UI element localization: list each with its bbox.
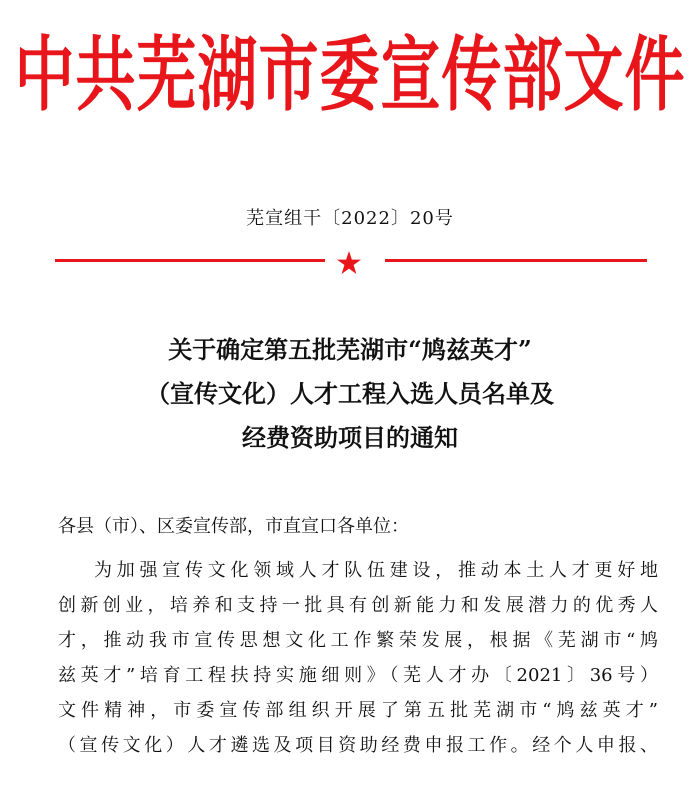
- salutation: 各县（市）、区委宣传部，市直宣口各单位：: [58, 516, 409, 537]
- body-line: 文件精神，市委宣传部组织开展了第五批芜湖市“鸠兹英才”: [58, 700, 658, 721]
- document-number: 芜宣组干〔2022〕20号: [246, 208, 454, 229]
- title-line: 关于确定第五批芜湖市“鸠兹英才”: [168, 335, 532, 364]
- body-line: 兹英才”培育工程扶持实施细则》（芜人才办〔2021〕36号）: [58, 665, 658, 686]
- red-rule-left: [55, 259, 325, 262]
- body-line: 为加强宣传文化领域人才队伍建设，推动本土人才更好地: [94, 560, 658, 581]
- document-title: [0, 328, 700, 460]
- body-line: 才，推动我市宣传思想文化工作繁荣发展，根据《芜湖市“鸠: [58, 630, 658, 651]
- body-line: （宣传文化）人才遴选及项目资助经费申报工作。经个人申报、: [58, 735, 658, 756]
- body-line: 创新创业，培养和支持一批具有创新能力和发展潜力的优秀人: [58, 595, 658, 616]
- title-line: （宣传文化）人才工程入选人员名单及: [146, 379, 554, 408]
- masthead-title: 中共芜湖市委宣传部文件: [14, 28, 686, 124]
- star-icon: [336, 250, 362, 276]
- title-line: 经费资助项目的通知: [242, 423, 458, 452]
- star-shape: [337, 251, 361, 274]
- body-paragraph: [58, 553, 658, 763]
- red-rule-right: [385, 259, 647, 262]
